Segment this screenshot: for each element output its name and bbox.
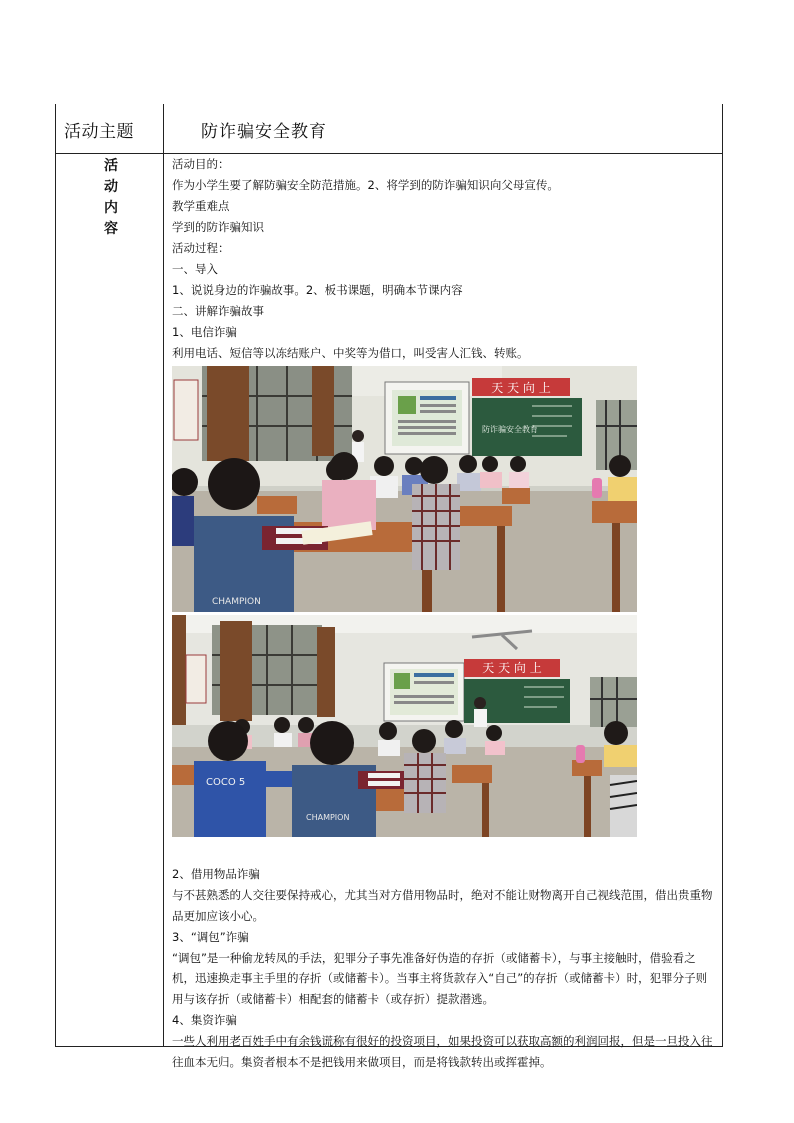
blackboard-text: 防诈骗安全教育	[482, 425, 538, 434]
table-border-right	[722, 104, 723, 1047]
slogan-text: 天 天 向 上	[482, 661, 542, 675]
text-line: 1、电信诈骗	[172, 325, 237, 339]
classroom-photo-1	[172, 366, 637, 612]
activity-theme-label: 活动主题	[64, 122, 134, 142]
text-line: 活动目的：	[172, 157, 230, 171]
text-paragraph: “调包”是一种偷龙转凤的手法，犯罪分子事先准备好伪造的存折（或储蓄卡），与事主接触时，借验看之机，迅速换走事主手里的存折（或储蓄卡）。当事主将货款存入“自己”的存折（或储蓄卡）时，犯罪分子则用与该存折（或储蓄卡）相配套的储蓄卡（或存折）提款潜逃。	[172, 950, 708, 1007]
text-line: 利用电话、短信等以冻结账户、中奖等为借口，叫受害人汇钱、转账。	[172, 346, 529, 360]
side-label-char: 动	[104, 179, 118, 195]
text-line: 活动过程：	[172, 241, 230, 255]
activity-content-label	[101, 156, 121, 240]
table-border-left	[55, 104, 56, 1047]
classroom-photo-2	[172, 615, 637, 861]
activity-content	[172, 154, 717, 1073]
text-line: 二、讲解诈骗故事	[172, 304, 264, 318]
text-line: 教学重难点	[172, 199, 230, 213]
side-label-char: 活	[104, 158, 118, 174]
shirt-text: COCO 5	[206, 777, 246, 788]
side-label-char: 容	[104, 221, 118, 237]
text-line: 学到的防诈骗知识	[172, 220, 264, 234]
text-line: 3、“调包”诈骗	[172, 929, 249, 944]
text-line: 4、集资诈骗	[172, 1012, 237, 1027]
text-line: 一、导入	[172, 262, 218, 276]
table-header-row	[55, 104, 723, 154]
side-label-char: 内	[104, 200, 118, 216]
jacket-text: CHAMPION	[212, 597, 261, 607]
text-paragraph: 一些人利用老百姓手中有余钱谎称有很好的投资项目，如果投资可以获取高额的利润回报，但是一旦投入往往血本无归。集资者根本不是把钱用来做项目，而是将钱款转出或挥霍掉。	[172, 1033, 713, 1069]
slogan-text: 天 天 向 上	[491, 381, 551, 395]
text-line: 作为小学生要了解防骗安全防范措施。2、将学到的防诈骗知识向父母宣传。	[172, 178, 559, 192]
text-paragraph: 与不甚熟悉的人交往要保持戒心，尤其当对方借用物品时，绝对不能让财物离开自己视线范围，借出贵重物品更加应该小心。	[172, 888, 713, 923]
activity-theme-title: 防诈骗安全教育	[201, 122, 327, 142]
table-border-middle	[163, 104, 164, 1047]
jacket-text: CHAMPION	[306, 813, 350, 822]
text-line: 2、借用物品诈骗	[172, 867, 260, 881]
activity-table	[55, 104, 723, 1069]
text-line: 1、说说身边的诈骗故事。2、板书课题，明确本节课内容	[172, 283, 463, 297]
